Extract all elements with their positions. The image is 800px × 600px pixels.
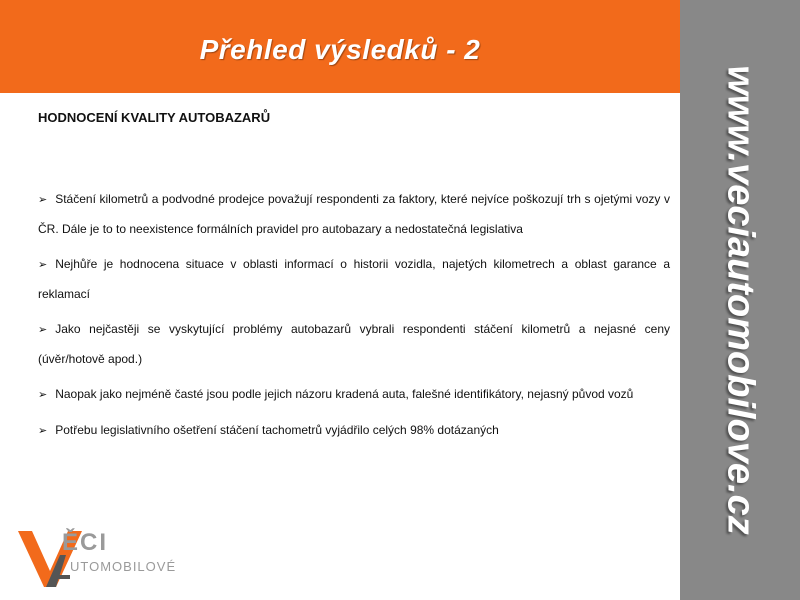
header-bar (0, 0, 680, 93)
website-url-text: www.veciautomobilove.cz (719, 65, 762, 535)
section-heading: HODNOCENÍ KVALITY AUTOBAZARŮ (38, 110, 271, 125)
arrow-right-icon: ➢ (38, 324, 48, 336)
bullet-text: Stáčení kilometrů a podvodné prodejce považují respondenti za faktory, které nejvíce poškozují trh s ojetými vozy v ČR. Dále je to to neexistence formálních pravidel pro autobazary a nedostatečná legislativa (38, 192, 670, 236)
logo-text-top: ĚCI (62, 529, 109, 556)
arrow-right-icon: ➢ (38, 194, 48, 206)
arrow-right-icon: ➢ (38, 259, 48, 271)
logo-text-bottom: UTOMOBILOVÉ (70, 559, 177, 574)
arrow-right-icon: ➢ (38, 389, 48, 401)
company-logo (6, 525, 206, 590)
bullet-item (38, 380, 670, 410)
bullet-item (38, 185, 670, 244)
bullet-item (38, 250, 670, 309)
bullet-item (38, 416, 670, 446)
bullet-text: Jako nejčastěji se vyskytující problémy autobazarů vybrali respondenti stáčení kilometrů a nejasné ceny (úvěr/hotově apod.) (38, 322, 670, 366)
bullet-text: Nejhůře je hodnocena situace v oblasti informací o historii vozidla, najetých kilometrech a oblast garance a reklamací (38, 257, 670, 301)
arrow-right-icon: ➢ (38, 425, 48, 437)
bullet-item (38, 315, 670, 374)
bullet-text: Naopak jako nejméně časté jsou podle jejich názoru kradená auta, falešné identifikátory, nejasný původ vozů (55, 387, 634, 401)
page-title: Přehled výsledků - 2 (199, 33, 481, 65)
bullet-text: Potřebu legislativního ošetření stáčení tachometrů vyjádřilo celých 98% dotázaných (55, 423, 499, 437)
bullet-list (38, 185, 670, 446)
main-content (38, 110, 670, 452)
